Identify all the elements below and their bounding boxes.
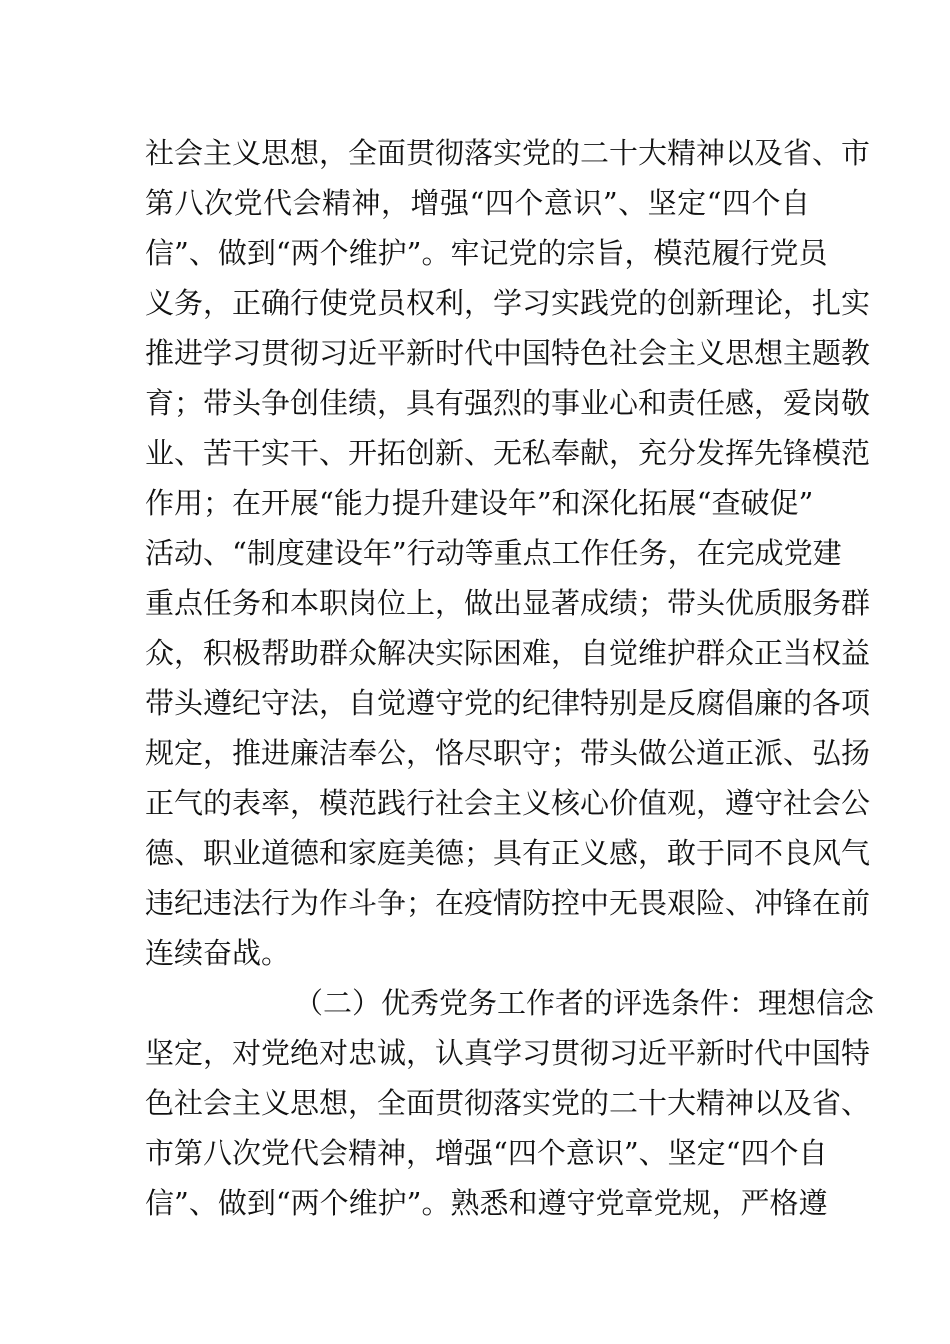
- section-heading-line: （二）优秀党务工作者的评选条件：理想信念: [294, 986, 875, 1020]
- text-line: 正气的表率，模范践行社会主义核心价值观，遵守社会公: [145, 786, 871, 820]
- text-line: 业、苦干实干、开拓创新、无私奉献，充分发挥先锋模范: [145, 436, 871, 470]
- text-line: 规定，推进廉洁奉公，恪尽职守；带头做公道正派、弘扬: [145, 736, 871, 770]
- text-line: 义务，正确行使党员权利，学习实践党的创新理论，扎实: [145, 286, 871, 320]
- text-line: 信”、做到“两个维护”。熟悉和遵守党章党规，严格遵: [145, 1186, 828, 1220]
- text-line: 市第八次党代会精神，增强“四个意识”、坚定“四个自: [145, 1136, 828, 1170]
- text-line: 作用；在开展“能力提升建设年”和深化拓展“查破促”: [145, 486, 814, 520]
- text-line: 社会主义思想，全面贯彻落实党的二十大精神以及省、市: [145, 136, 871, 170]
- text-line: 信”、做到“两个维护”。牢记党的宗旨，模范履行党员: [145, 236, 828, 270]
- text-line: 推进学习贯彻习近平新时代中国特色社会主义思想主题教: [145, 336, 871, 370]
- text-line: 活动、“制度建设年”行动等重点工作任务，在完成党建: [145, 536, 842, 570]
- text-line: 众，积极帮助群众解决实际困难，自觉维护群众正当权益: [145, 636, 871, 670]
- text-line: 带头遵纪守法，自觉遵守党的纪律特别是反腐倡廉的各项: [145, 686, 871, 720]
- text-line: 连续奋战。: [145, 936, 291, 970]
- text-line: 色社会主义思想，全面贯彻落实党的二十大精神以及省、: [145, 1086, 871, 1120]
- text-line: 违纪违法行为作斗争；在疫情防控中无畏艰险、冲锋在前: [145, 886, 871, 920]
- text-line: 坚定，对党绝对忠诚，认真学习贯彻习近平新时代中国特: [145, 1036, 871, 1070]
- text-line: 第八次党代会精神，增强“四个意识”、坚定“四个自: [145, 186, 810, 220]
- text-line: 德、职业道德和家庭美德；具有正义感，敢于同不良风气: [145, 836, 871, 870]
- text-line: 育；带头争创佳绩，具有强烈的事业心和责任感，爱岗敬: [145, 386, 871, 420]
- text-line: 重点任务和本职岗位上，做出显著成绩；带头优质服务群: [145, 586, 871, 620]
